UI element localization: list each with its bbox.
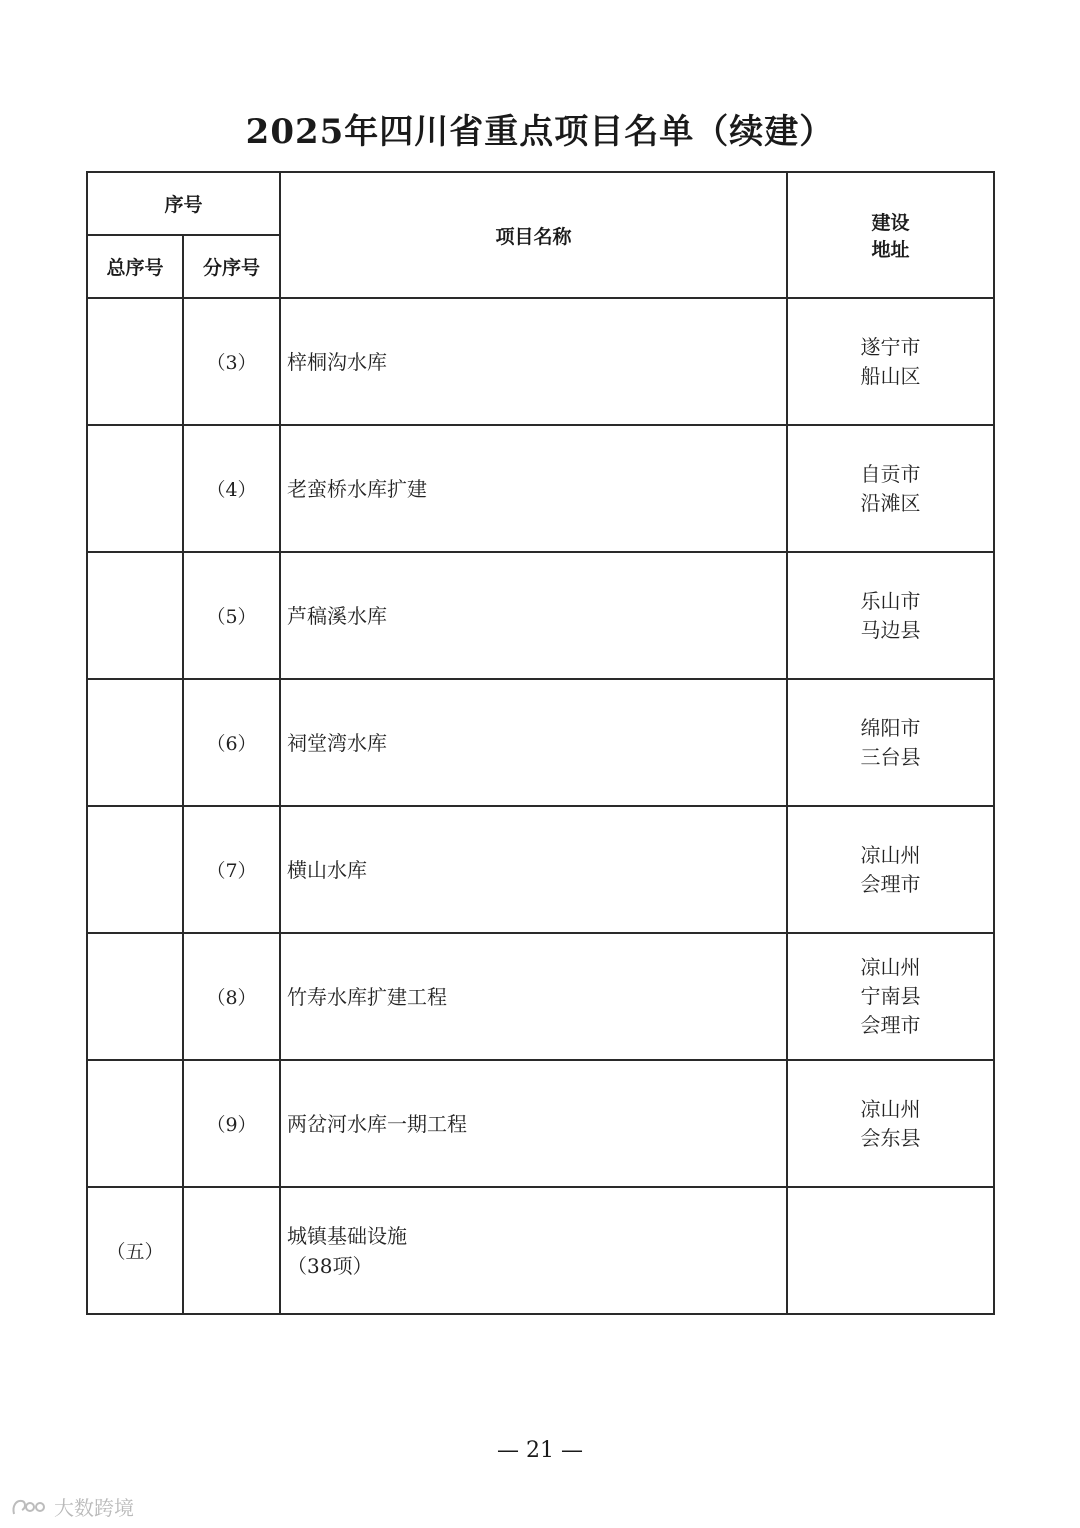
cell-project-name [280, 806, 787, 933]
project-name-line: 老蛮桥水库扩建 [287, 476, 428, 501]
table-row [87, 679, 994, 806]
header-location-line1: 建设 [871, 212, 910, 234]
cell-total-seq [87, 298, 183, 425]
project-table [86, 171, 995, 1315]
header-total-seq: 总序号 [87, 235, 183, 298]
cell-sub-seq: （9） [183, 1060, 280, 1187]
project-name-line: （38项） [287, 1253, 373, 1278]
cell-location [787, 933, 994, 1060]
table-row [87, 806, 994, 933]
cell-location [787, 679, 994, 806]
table-row [87, 425, 994, 552]
cell-location [787, 806, 994, 933]
cell-total-seq [87, 1060, 183, 1187]
table-row [87, 552, 994, 679]
project-name-line: 梓桐沟水库 [287, 349, 388, 374]
location-line: 凉山州 [860, 842, 921, 867]
location-line: 三台县 [860, 744, 921, 769]
location-line: 乐山市 [860, 588, 921, 613]
header-location [787, 172, 994, 298]
cell-location [787, 1187, 994, 1314]
location-line: 宁南县 [860, 984, 921, 1008]
cell-sub-seq: （6） [183, 679, 280, 806]
project-name-line: 两岔河水库一期工程 [287, 1111, 468, 1136]
header-location-line2: 地址 [871, 239, 910, 261]
cell-sub-seq: （8） [183, 933, 280, 1060]
cell-sub-seq: （4） [183, 425, 280, 552]
page-title: 2025年四川省重点项目名单（续建） [245, 112, 835, 152]
table-row [87, 1060, 994, 1187]
cell-total-seq [87, 679, 183, 806]
location-line: 凉山州 [860, 1096, 921, 1121]
cell-location [787, 1060, 994, 1187]
cell-sub-seq: （5） [183, 552, 280, 679]
cell-total-seq [87, 806, 183, 933]
watermark-text: 大数跨境 [54, 1496, 134, 1520]
header-project-name: 项目名称 [280, 172, 787, 298]
cell-sub-seq [183, 1187, 280, 1314]
cell-project-name [280, 933, 787, 1060]
location-line: 会理市 [860, 1013, 921, 1037]
cell-location [787, 552, 994, 679]
watermark-logo-icon [10, 1496, 48, 1518]
cell-project-name [280, 1060, 787, 1187]
location-line: 沿滩区 [860, 490, 921, 515]
header-sub-seq: 分序号 [183, 235, 280, 298]
cell-total-seq [87, 425, 183, 552]
page-number: — 21 — [497, 1438, 583, 1463]
table-row [87, 298, 994, 425]
location-line: 马边县 [860, 617, 921, 642]
header-seq: 序号 [87, 172, 280, 235]
cell-project-name [280, 425, 787, 552]
project-name-line: 芦稿溪水库 [287, 603, 388, 628]
project-name-line: 城镇基础设施 [287, 1223, 408, 1248]
table-row [87, 1187, 994, 1314]
location-line: 绵阳市 [860, 715, 921, 740]
project-name-line: 竹寿水库扩建工程 [287, 984, 448, 1009]
cell-total-seq [87, 933, 183, 1060]
cell-total-seq [87, 552, 183, 679]
watermark [10, 1492, 134, 1521]
location-line: 会理市 [860, 871, 921, 896]
cell-total-seq: （五） [87, 1187, 183, 1314]
location-line: 自贡市 [860, 461, 921, 486]
cell-location [787, 298, 994, 425]
cell-sub-seq: （3） [183, 298, 280, 425]
cell-sub-seq: （7） [183, 806, 280, 933]
cell-location [787, 425, 994, 552]
cell-project-name [280, 679, 787, 806]
location-line: 会东县 [860, 1125, 921, 1150]
project-name-line: 横山水库 [287, 857, 368, 882]
location-line: 遂宁市 [860, 334, 921, 359]
cell-project-name [280, 1187, 787, 1314]
cell-project-name [280, 298, 787, 425]
location-line: 凉山州 [860, 955, 921, 979]
location-line: 船山区 [860, 363, 921, 388]
cell-project-name [280, 552, 787, 679]
project-name-line: 祠堂湾水库 [287, 730, 388, 755]
table-row [87, 933, 994, 1060]
